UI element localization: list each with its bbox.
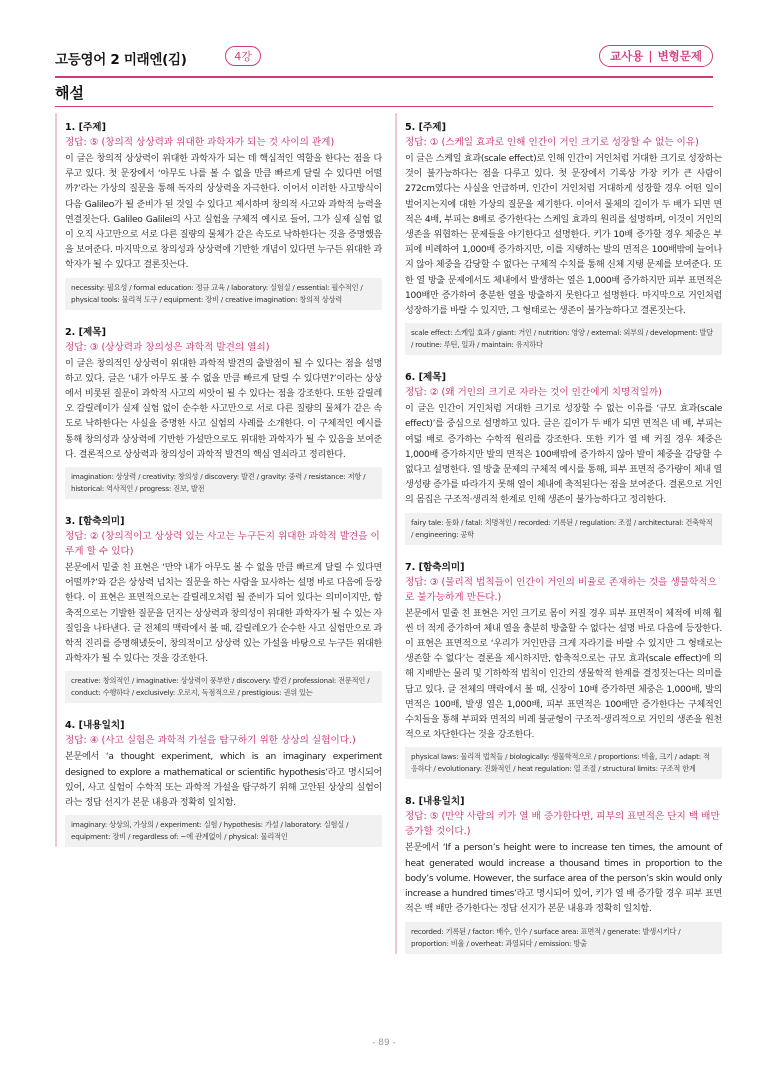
badge-variant: 변형문제	[657, 49, 702, 63]
right-column	[395, 113, 722, 954]
answer-item-6	[397, 363, 722, 544]
item-explanation: 이 글은 창의적인 상상력이 위대한 과학적 발견의 출발점이 될 수 있다는 점을 설명하고 있다. 글은 ‘내가 아무도 볼 수 없을 만큼 빠르게 달릴 수 있다면?’이라는 상상에서 비롯된 질문이 과학적 사고의 씨앗이 될 수 있다는 점을 강조한다. 또한 갈릴레오 갈릴레이가 실제 실험 없이 순수한 사고만으로 서로 다른 질량의 물체가 같은 속도로 낙하한다는 사실을 증명한 사고 실험의 사례를 소개한다. 이 구체적인 예시를 통해 창의성과 상상력에 기반한 가설만으로도 위대한 과학자가 될 수 있음을 보여준다. 결론적으로 상상력과 창의성이 과학적 발견의 핵심 열쇠라고 정리한다.	[65, 358, 382, 460]
item-answer: 정답: ② (왜 거인의 크기로 자라는 것이 인간에게 치명적일까)	[405, 387, 662, 399]
item-explanation: 본문에서 밑줄 친 표현은 ‘만약 내가 아무도 볼 수 없을 만큼 빠르게 달릴 수 있다면 어떨까?’와 같은 상상력 넘치는 질문을 하는 사람을 묘사하는 설명 바로 다음에 등장한다. 이 표현은 표면적으로는 갈릴레오처럼 될 준비가 되어 있다는 의미이지만, 함축적으로는 기발한 질문을 던지는 상상력과 창의성이 위대한 과학자가 될 수 있는 자질임을 나타낸다. 글 전체의 맥락에서 볼 때, 갈릴레오가 순수한 사고 실험만으로 과학적 진리를 증명해냈듯이, 창의적이고 상상력 있는 가설을 바탕으로 누구든 위대한 과학자가 될 수 있다는 것을 강조한다.	[65, 563, 382, 665]
vocab-box: imagination: 상상력 / creativity: 창의성 / discovery: 발견 / gravity: 중력 / resistance: 저항 / historical: 역사적인 / progress: 진보, 발전	[65, 467, 382, 499]
answer-item-8	[397, 787, 722, 953]
item-heading: 7. [함축의미]	[405, 561, 465, 573]
item-explanation: 본문에서 ‘If a person’s height were to increase ten times, the amount of heat generated would increase a thousand times in proportion to the body’s volume. However, the surface area of the person’s skin would only increase a hundred times’라고 명시되어 있어, 키가 열 배 증가할 경우 피부 표면적은 백 배만 증가한다는 정답 선지가 본문 내용과 정확히 일치함.	[405, 843, 722, 915]
answer-item-7	[397, 553, 722, 780]
item-heading: 4. [내용일치]	[65, 720, 125, 732]
item-answer: 정답: ③ (물리적 법칙들이 인간이 거인의 비율로 존재하는 것을 생물학적으로 불가능하게 만든다.)	[405, 576, 717, 603]
item-heading: 2. [제목]	[65, 326, 106, 338]
vocab-box: creative: 창의적인 / imaginative: 상상력이 풍부한 / discovery: 발견 / professional: 전문적인 / conduct: 수행하다 / exclusively: 오로지, 독점적으로 / prestigious: 권위 있는	[65, 671, 382, 703]
item-explanation: 이 글은 창의적 상상력이 위대한 과학자가 되는 데 핵심적인 역할을 한다는 점을 다루고 있다. 첫 문장에서 ‘아무도 나를 볼 수 없을 만큼 빠르게 달릴 수 있다면 어떨까?’라는 가상의 질문을 통해 독자의 상상력을 자극한다. 이어서 이러한 사고방식이 다음 Galileo가 될 준비가 된 것일 수 있다고 제시하며 창의적 사고와 과학적 능력을 연결짓는다. Galileo Galilei의 사고 실험을 구체적 예시로 들어, 그가 실제 실험 없이 오직 사고만으로 서로 다른 질량의 물체가 같은 속도로 낙하한다는 것을 증명했음을 보여준다. 마지막으로 창의성과 상상력에 기반한 개념이 있다면 누구든 위대한 과학자가 될 수 있다고 결론짓는다.	[65, 154, 382, 271]
item-heading: 5. [주제]	[405, 122, 446, 133]
item-explanation: 본문에서 ‘a thought experiment, which is an imaginary experiment designed to explore a mathematical or scientific hypothesis’라고 명시되어 있어, 사고 실험이 수학적 또는 과학적 가설을 탐구하기 위해 고안된 상상의 실험이라는 정답 선지가 본문 내용과 정확히 일치함.	[65, 752, 382, 809]
answer-item-2	[57, 318, 382, 499]
page-number: - 89 -	[372, 1038, 396, 1048]
section-title: 해설	[55, 84, 84, 102]
lesson-badge: 4강	[225, 46, 261, 66]
section-rule	[55, 106, 713, 107]
item-answer: 정답: ① (스케일 효과로 인해 인간이 거인 크기로 성장할 수 없는 이유)	[405, 137, 699, 148]
item-answer: 정답: ③ (상상력과 창의성은 과학적 발견의 열쇠)	[65, 341, 270, 353]
vocab-box: recorded: 기록된 / factor: 배수, 인수 / surface area: 표면적 / generate: 발생시키다 / proportion: 비율 / overheat: 과열되다 / emission: 방출	[405, 922, 722, 954]
item-answer: 정답: ② (창의적이고 상상력 있는 사고는 누구든지 위대한 과학적 발견을 이루게 할 수 있다)	[65, 531, 380, 558]
category-badge	[599, 45, 713, 67]
item-answer: 정답: ⑤ (창의적 상상력과 위대한 과학자가 되는 것 사이의 관계)	[65, 137, 335, 148]
page-header	[55, 44, 713, 72]
answer-item-1	[57, 113, 382, 310]
item-explanation: 이 글은 스케일 효과(scale effect)로 인해 인간이 거인처럼 거대한 크기로 성장하는 것이 불가능하다는 점을 다루고 있다. 첫 문장에서 기록상 가장 키가 큰 사람이 272cm였다는 사실을 언급하며, 인간이 거인처럼 거대하게 성장할 경우 어떤 일이 벌어지는지에 대한 가상의 질문을 제기한다. 이어서 물체의 길이가 두 배가 되면 면적은 4배, 부피는 8배로 증가한다는 스케일 효과의 원리를 설명하며, 이것이 거인의 생존을 위협하는 문제들을 야기한다고 설명한다. 키가 10배 증가할 경우 체중은 부피에 비례하여 1,000배 증가하지만, 이를 지탱하는 발의 면적은 100배밖에 늘어나지 않아 체중을 감당할 수 없다는 구체적 수치를 통해 신체 지탱 문제를 보여준다. 또한 열 방출 문제에서도 체내에서 발생하는 열은 1,000배 증가하지만 피부 표면적은 100배만 증가하여 충분한 열을 방출하지 못한다고 설명한다. 마지막으로 거인처럼 성장하기를 바랄 수 있지만, 그 형태로는 생존이 불가능하다고 결론짓는다.	[405, 154, 722, 317]
badge-separator: |	[648, 49, 653, 63]
item-answer: 정답: ⑤ (만약 사람의 키가 열 배 증가한다면, 피부의 표면적은 단지 백 배만 증가할 것이다.)	[405, 811, 720, 838]
item-heading: 1. [주제]	[65, 122, 106, 133]
answer-item-4	[57, 711, 382, 847]
item-heading: 3. [함축의미]	[65, 516, 125, 528]
item-answer: 정답: ④ (사고 실험은 과학적 가설을 탐구하기 위한 상상의 실험이다.)	[65, 735, 356, 747]
vocab-box: fairy tale: 동화 / fatal: 치명적인 / recorded: 기록된 / regulation: 조절 / architectural: 건축학적 / engineering: 공학	[405, 513, 722, 545]
answer-item-3	[57, 507, 382, 703]
item-heading: 8. [내용일치]	[405, 796, 465, 808]
vocab-box: physical laws: 물리적 법칙들 / biologically: 생물학적으로 / proportions: 비율, 크기 / adapt: 적응하다 / evolutionary: 진화적인 / heat regulation: 열 조절 / structural limits: 구조적 한계	[405, 747, 722, 779]
vocab-box: necessity: 필요성 / formal education: 정규 교육 / laboratory: 실험실 / essential: 필수적인 / physical tools: 물리적 도구 / equipment: 장비 / creative imagination: 창의적 상상력	[65, 278, 382, 310]
vocab-box: imaginary: 상상의, 가상의 / experiment: 실험 / hypothesis: 가설 / laboratory: 실험실 / equipment: 장비 / regardless of: ~에 관계없이 / physical: 물리적인	[65, 815, 382, 847]
item-explanation: 본문에서 밑줄 친 표현은 거인 크기로 몸이 커질 경우 피부 표면적이 체적에 비해 훨씬 더 적게 증가하여 체내 열을 충분히 방출할 수 없다는 설명 바로 다음에 등장한다. 이 표현은 표면적으로 ‘우리가 거인만큼 크게 자라기를 바랄 수 있지만 그 형태로는 생존할 수 없다’는 결론을 제시하지만, 함축적으로는 규모 효과(scale effect)에 의해 지배받는 물리 및 기하학적 법칙이 인간의 생물학적 한계를 결정짓는다는 의미를 담고 있다. 글 전체의 맥락에서 볼 때, 신장이 10배 증가하면 체중은 1,000배, 발의 면적은 100배, 발생 열은 1,000배, 피부 표면적은 100배만 증가한다는 구체적인 수치들을 통해 부피와 면적의 비례 불균형이 구조적·생리적으로 거인의 생존을 원천적으로 차단한다는 것을 강조한다.	[405, 608, 722, 741]
book-title: 고등영어 2 미래엔(김)	[55, 52, 187, 68]
left-column	[55, 113, 382, 847]
vocab-box: scale effect: 스케일 효과 / giant: 거인 / nutrition: 영양 / external: 외부의 / development: 발달 / routine: 루틴, 일과 / maintain: 유지하다	[405, 323, 722, 355]
badge-teacher: 교사용	[610, 49, 644, 63]
item-explanation: 이 글은 인간이 거인처럼 거대한 크기로 성장할 수 없는 이유를 ‘규모 효과(scale effect)’를 중심으로 설명하고 있다. 글은 길이가 두 배가 되면 면적은 네 배, 부피는 여덟 배로 증가하는 수학적 원리를 강조한다. 또한 키가 열 배 커질 경우 체중은 1,000배 증가하지만 발의 면적은 100배밖에 증가하지 않아 발이 체중을 감당할 수 없다고 설명한다. 열 방출 문제의 구체적 예시를 통해, 피부 표면적 증가량이 체내 열 생성량 증가를 따라가지 못해 열이 체내에 축적된다는 점을 보여준다. 결론으로 거인의 몸집은 구조적·생리적 한계로 인해 생존이 불가능하다고 정리한다.	[405, 404, 722, 506]
answer-item-5	[397, 113, 722, 355]
item-heading: 6. [제목]	[405, 372, 446, 384]
header-rule	[55, 76, 713, 78]
